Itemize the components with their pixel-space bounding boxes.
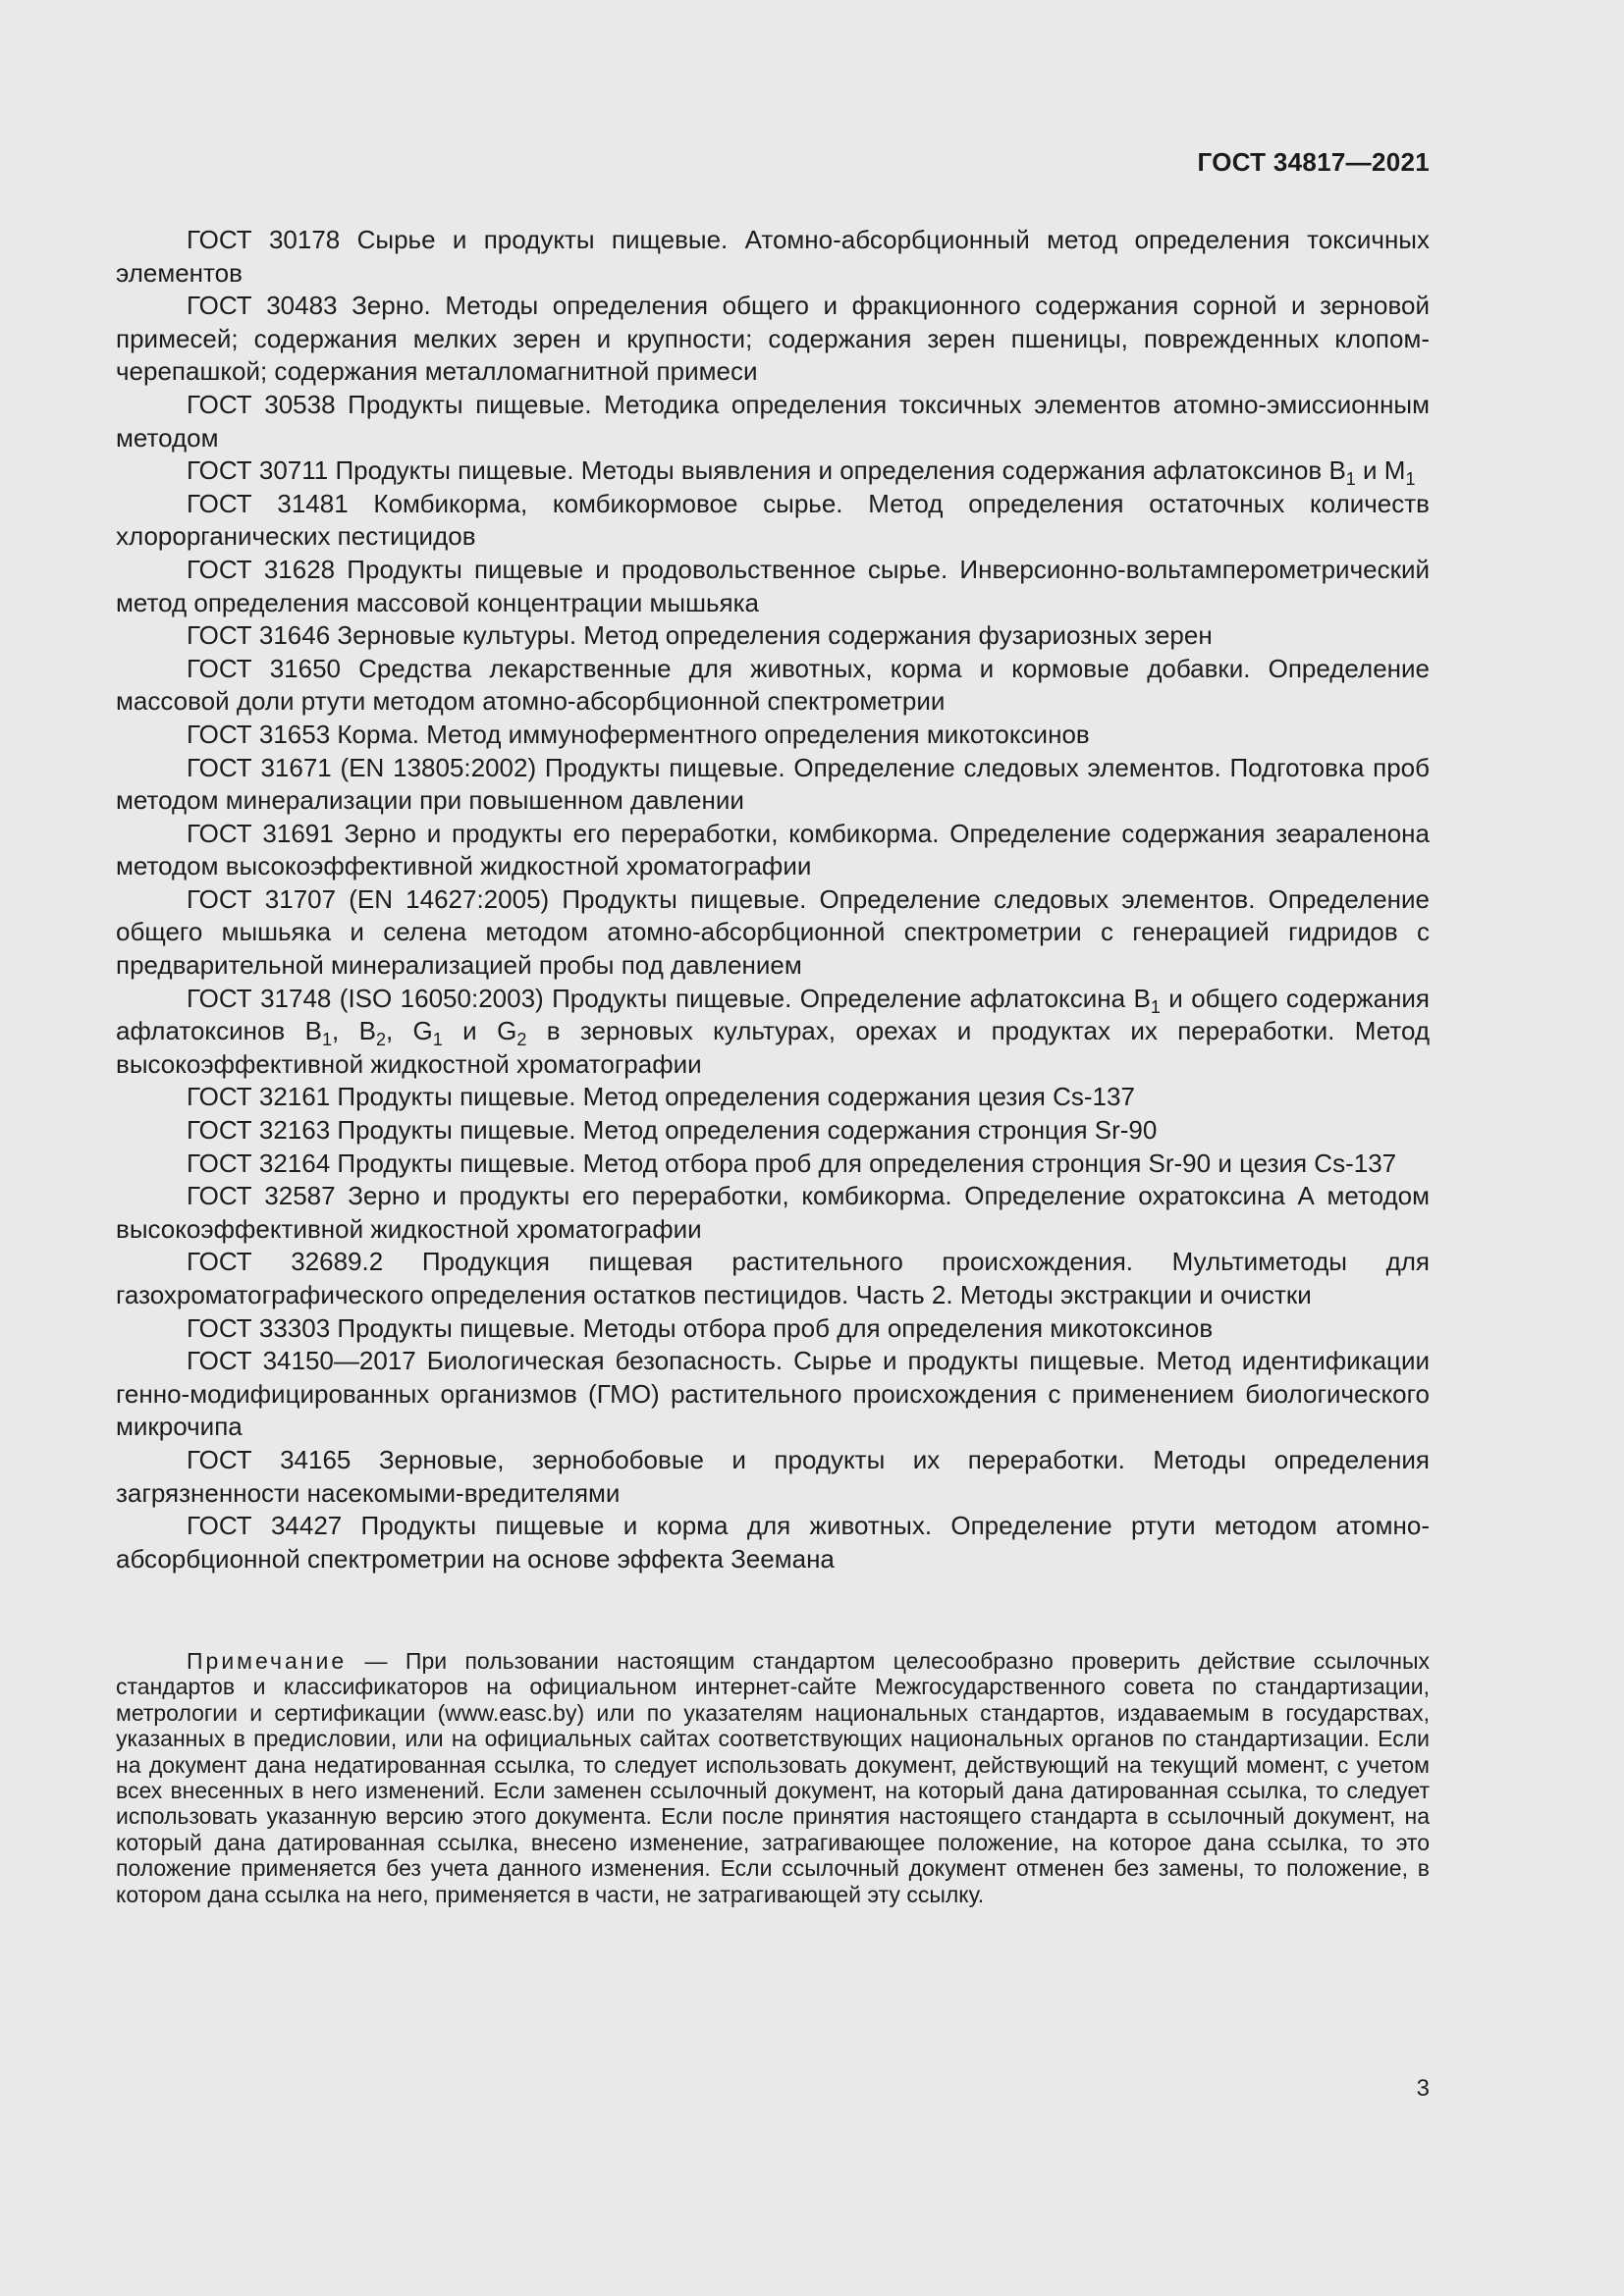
reference-text: и М <box>1355 455 1406 486</box>
reference-text: ГОСТ 30178 Сырье и продукты пищевые. Атомно-абсорбционный метод определения токсичных элементов <box>116 225 1430 288</box>
reference-text: , В <box>331 1016 376 1046</box>
note-dash: — <box>347 1648 406 1674</box>
page-number: 3 <box>1416 2075 1430 2102</box>
reference-text: ГОСТ 31481 Комбикорма, комбикормовое сырье. Метод определения остаточных количеств хлорорганических пестицидов <box>116 488 1430 552</box>
reference-item <box>116 818 1430 883</box>
reference-text: ГОСТ 32161 Продукты пищевые. Метод определения содержания цезия Cs-137 <box>187 1082 1135 1112</box>
reference-text: и G <box>442 1016 517 1046</box>
reference-text: ГОСТ 31748 (ISO 16050:2003) Продукты пищевые. Определение афлатоксина В <box>187 983 1151 1013</box>
reference-item <box>116 1246 1430 1311</box>
note-text: При пользовании настоящим стандартом целесообразно проверить действие ссылочных стандартов и классификаторов на официальном интернет-сайте Межгосударственного совета по стандартизации, метрологии и сертификации (www.easc.by) или по указателям национальных стандартов, издаваемым в государствах, указанных в предисловии, или на официальных сайтах соответствующих национальных органов по стандартизации. Если на документ дана недатированная ссылка, то следует использовать документ, действующий на текущий момент, с учетом всех внесенных в него изменений. Если заменен ссылочный документ, на который дана датированная ссылка, то следует использовать указанную версию этого документа. Если после принятия настоящего стандарта в ссылочный документ, на который дана датированная ссылка, внесено изменение, затрагивающее положение, на которое дана ссылка, то это положение применяется без учета данного изменения. Если ссылочный документ отменен без замены, то положение, в котором дана ссылка на него, применяется в части, не затрагивающей эту ссылку. <box>116 1648 1430 1907</box>
reference-text: ГОСТ 32163 Продукты пищевые. Метод определения содержания стронция Sr-90 <box>187 1115 1158 1146</box>
subscript: 1 <box>321 1030 332 1050</box>
reference-text: ГОСТ 34150—2017 Биологическая безопасность. Сырье и продукты пищевые. Метод идентификации генно-модифицированных организмов (ГМО) растительного происхождения с применением биологического микрочипа <box>116 1346 1430 1442</box>
reference-item <box>116 488 1430 554</box>
reference-item <box>116 1148 1430 1181</box>
reference-text: ГОСТ 32164 Продукты пищевые. Метод отбора проб для определения стронция Sr-90 и цезия Cs-137 <box>187 1148 1397 1178</box>
note-label: Примечание <box>187 1648 348 1674</box>
reference-text: и общего содержания афлатоксинов В <box>116 983 1431 1046</box>
note-paragraph <box>116 1648 1430 1907</box>
reference-text: ГОСТ 32587 Зерно и продукты его переработки, комбикорма. Определение охратоксина А методом высокоэффективной жидкостной хроматографии <box>116 1181 1430 1244</box>
subscript: 2 <box>375 1030 386 1050</box>
reference-text: ГОСТ 31628 Продукты пищевые и продовольственное сырье. Инверсионно-вольтамперометрический метод определения массовой концентрации мышьяка <box>116 554 1430 617</box>
reference-item <box>116 752 1430 818</box>
reference-text: ГОСТ 31691 Зерно и продукты его переработки, комбикорма. Определение содержания зеараленона методом высокоэффективной жидкостной хроматографии <box>116 818 1430 881</box>
reference-item <box>116 290 1430 389</box>
reference-item <box>116 554 1430 619</box>
reference-text: ГОСТ 33303 Продукты пищевые. Методы отбора проб для определения микотоксинов <box>187 1312 1214 1343</box>
reference-item <box>116 983 1430 1082</box>
reference-item <box>116 1510 1430 1575</box>
reference-text: ГОСТ 30711 Продукты пищевые. Методы выявления и определения содержания афлатоксинов В <box>187 455 1346 486</box>
reference-item <box>116 719 1430 752</box>
reference-text: ГОСТ 32689.2 Продукция пищевая растительного происхождения. Мультиметоды для газохроматографического определения остатков пестицидов. Часть 2. Методы экстракции и очистки <box>116 1247 1430 1309</box>
subscript: 1 <box>1345 469 1356 490</box>
reference-text: ГОСТ 31653 Корма. Метод иммуноферментного определения микотоксинов <box>187 719 1090 749</box>
reference-item <box>116 224 1430 290</box>
standard-code-header: ГОСТ 34817—2021 <box>1197 147 1430 177</box>
reference-item <box>116 1312 1430 1346</box>
reference-item <box>116 1180 1430 1246</box>
reference-item <box>116 1114 1430 1148</box>
reference-item <box>116 883 1430 983</box>
reference-text: ГОСТ 31650 Средства лекарственные для животных, корма и кормовые добавки. Определение массовой доли ртути методом атомно-абсорбционной спектрометрии <box>116 653 1430 717</box>
reference-item <box>116 454 1430 488</box>
reference-text: ГОСТ 31671 (EN 13805:2002) Продукты пищевые. Определение следовых элементов. Подготовка проб методом минерализации при повышенном давлении <box>116 752 1430 816</box>
reference-text: ГОСТ 34427 Продукты пищевые и корма для животных. Определение ртути методом атомно-абсорбционной спектрометрии на основе эффекта Зеемана <box>116 1511 1430 1574</box>
reference-text: в зерновых культурах, орехах и продуктах их переработки. Метод высокоэффективной жидкостной хроматографии <box>116 1016 1431 1079</box>
subscript: 2 <box>516 1030 527 1050</box>
reference-text: ГОСТ 34165 Зерновые, зернобобовые и продукты их переработки. Методы определения загрязненности насекомыми-вредителями <box>116 1444 1430 1508</box>
reference-item <box>116 1444 1430 1510</box>
reference-item <box>116 619 1430 653</box>
reference-item <box>116 389 1430 454</box>
subscript: 1 <box>1150 996 1161 1017</box>
normative-references-list <box>116 224 1430 1575</box>
reference-item <box>116 1081 1430 1114</box>
reference-text: ГОСТ 31646 Зерновые культуры. Метод определения содержания фузариозных зерен <box>187 620 1213 651</box>
reference-item <box>116 1345 1430 1444</box>
reference-text: , G <box>385 1016 433 1046</box>
subscript: 1 <box>432 1030 443 1050</box>
reference-item <box>116 653 1430 719</box>
subscript: 1 <box>1405 469 1416 490</box>
reference-text: ГОСТ 31707 (EN 14627:2005) Продукты пищевые. Определение следовых элементов. Определение общего мышьяка и селена методом атомно-абсорбционной спектрометрии с генерацией гидридов с предварительной минерализацией пробы под давлением <box>116 883 1430 981</box>
reference-text: ГОСТ 30538 Продукты пищевые. Методика определения токсичных элементов атомно-эмиссионным методом <box>116 389 1430 453</box>
reference-text: ГОСТ 30483 Зерно. Методы определения общего и фракционного содержания сорной и зерновой примесей; содержания мелких зерен и крупности; содержания зерен пшеницы, поврежденных клопом-черепашкой; содержания металломагнитной примеси <box>116 291 1430 387</box>
